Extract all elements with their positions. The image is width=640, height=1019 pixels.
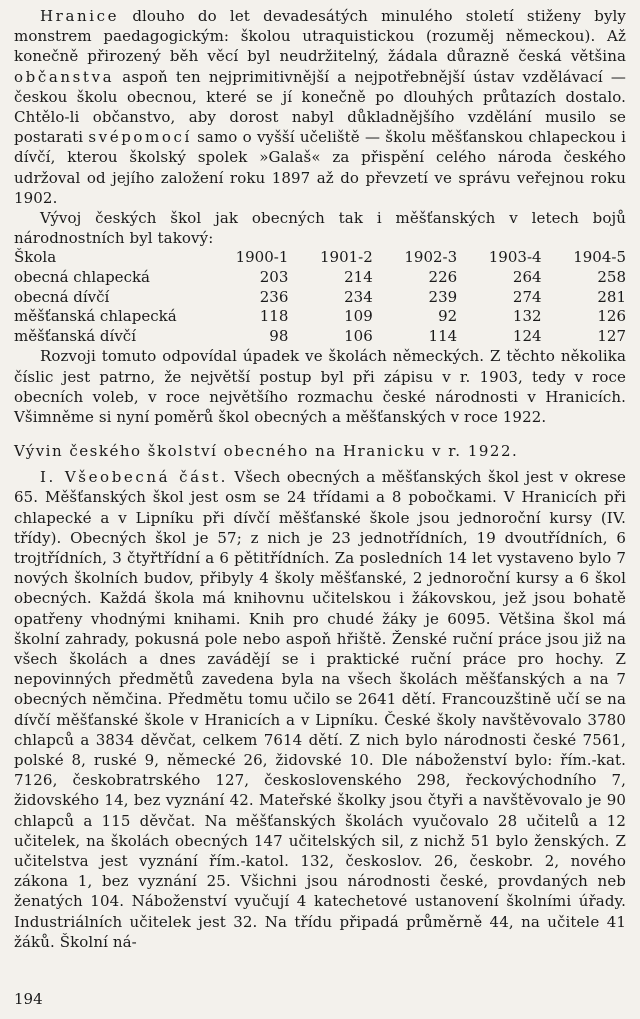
table-row-label: obecná dívčí — [14, 287, 110, 306]
school-stats-table — [14, 248, 626, 346]
table-cell: 236 — [259, 287, 289, 306]
table-cell: 98 — [269, 326, 289, 345]
paragraph-vyvoj: Vývoj českých škol jak obecných tak i měšťanských v letech bojů národnostních byl takový: — [14, 209, 626, 248]
table-cell: 226 — [428, 268, 458, 287]
table-header-cell: 1903-4 — [488, 248, 542, 267]
table-header-cell: 1900-1 — [235, 248, 289, 267]
table-cell: 281 — [597, 287, 626, 306]
table-cell: 234 — [344, 287, 373, 306]
table-cell: 127 — [597, 326, 626, 345]
paragraph-vseobecna: I. Všeobecná část. Všech obecných a měšťanských škol jest v okrese 65. Měšťanských škol jest osm se 24 třídami a 8 pobočkami. V Hranicích při chlapecké a v Lipníku při dívčí měšťanské škole jsou jednoroční kursy (IV. třídy). Obecných škol je 57; z nich je 23 jednotřídních, 19 dvoutřídních, 6 trojtřídních, 3 čtyřtřídní a 6 pětitřídních. Za posledních 14 let vystaveno bylo 7 nových školních budov, přibyly 4 školy měšťanské, 2 jednoroční kursy a 6 škol obecných. Každá škola má knihovnu učitelskou i žákovskou, jež jsou bohatě opatřeny vhodnými knihami. Knih pro chudé žáky je 6095. Většina škol má školní zahrady, pokusná pole nebo aspoň hřiště. Ženské ruční práce jsou již na všech školách a dnes zavádějí se i praktické ruční práce pro hochy. Z nepovinných předmětů zavedena byla na všech školách měšťanských a na 7 obecných němčina. Předmětu tomu učilo se 2641 dětí. Francouzštině učí se na dívčí měšťanské škole v Hranicích a v Lipníku. České školy navštěvovalo 3780 chlapců a 3834 děvčat, celkem 7614 dětí. Z nich bylo národnosti české 7561, polské 8, ruské 9, německé 26, židovské 10. Dle náboženství bylo: řím.-kat. 7126, českobratrského 127, československého 298, řeckovýchodního 7, židovského 14, bez vyznání 42. Mateřské školky jsou čtyři a navštěvovalo je 90 chlapců a 115 děvčat. Na měšťanských školách vyučovalo 28 učitelů a 12 učitelek, na školách obecných 147 učitelských sil, z nichž 51 bylo ženských. Z učitelstva jest vyznání řím.-katol. 132, českoslov. 26, českobr. 2, nového zákona 1, bez vyznání 25. Všichni jsou národnosti české, provdaných neb ženatých 104. Náboženství vyučují 4 katechetové ustanovení školními úřady. Industriálních učitelek jest 32. Na třídu připadá průměrně 44, na učitele 41 žáků. Školní ná- — [14, 468, 626, 951]
table-header-cell: 1904-5 — [573, 248, 626, 267]
table-header-cell: Škola — [14, 248, 57, 267]
table-row — [14, 268, 626, 288]
table-cell: 114 — [428, 326, 458, 345]
paragraph-rozvoj: Rozvoji tomuto odpovídal úpadek ve školách německých. Z těchto několika číslic jest patrno, že největší postup byl při zápisu v r. 1903, tedy v roce obecních voleb, v roce největšího rozmachu české národnosti v Hranicích. Všimněme si nyní poměrů škol obecných a měšťanských v roce 1922. — [14, 347, 626, 427]
table-cell: 124 — [512, 326, 542, 345]
table-cell: 258 — [597, 268, 626, 287]
table-cell: 203 — [259, 268, 289, 287]
spaced-word-svepomoci: svépomocí — [88, 128, 192, 147]
table-header-cell: 1902-3 — [404, 248, 458, 267]
table-row-label: měšťanská chlapecká — [14, 307, 177, 326]
table-header-row — [14, 248, 626, 268]
table-row-label: obecná chlapecká — [14, 268, 150, 287]
page-number: 194 — [14, 990, 43, 1008]
table-row — [14, 307, 626, 327]
spaced-word-obcanstva: občanstva — [14, 67, 115, 86]
table-header-cell: 1901-2 — [319, 248, 373, 267]
table-cell: 264 — [512, 268, 542, 287]
table-cell: 214 — [344, 268, 373, 287]
section-label: I. Všeobecná část. — [40, 468, 228, 487]
table-row-label: měšťanská dívčí — [14, 326, 136, 345]
table-cell: 274 — [512, 287, 542, 306]
spaced-word-hranice: Hranice — [40, 7, 120, 25]
paragraph-intro: Hranice dlouho do let devadesátých minulého století stiženy byly monstrem paedagogickým: školou utraquistickou (rozuměj německou). Až konečně přirozený běh věcí byl neudržitelný, žádala důrazně česká většina občanstva aspoň ten nejprimitivnější a nejpotřebnější ústav vzdělávací — českou školu obecnou, které se jí konečně po dlouhých průtazích dostalo. Chtělo-li občanstvo, aby dorost nabyl důkladnějšího vzdělání musilo se postarati svépomocí samo o vyšší učeliště — školu měšťanskou chlapeckou i dívčí, kterou školský spolek »Galaš« za přispění celého národa českého udržoval od jejího založení roku 1897 až do převzetí ve správu veřejnou roku 1902. — [14, 7, 626, 207]
table-cell: 106 — [344, 326, 373, 345]
table-cell: 118 — [259, 307, 289, 326]
table-cell: 132 — [512, 307, 542, 326]
section-heading: Vývin českého školství obecného na Hranicku v r. 1922. — [14, 442, 519, 461]
table-cell: 239 — [428, 287, 458, 306]
table-row — [14, 288, 626, 308]
table-cell: 92 — [438, 307, 458, 326]
table-cell: 126 — [597, 307, 626, 326]
table-row — [14, 327, 626, 347]
table-cell: 109 — [344, 307, 373, 326]
